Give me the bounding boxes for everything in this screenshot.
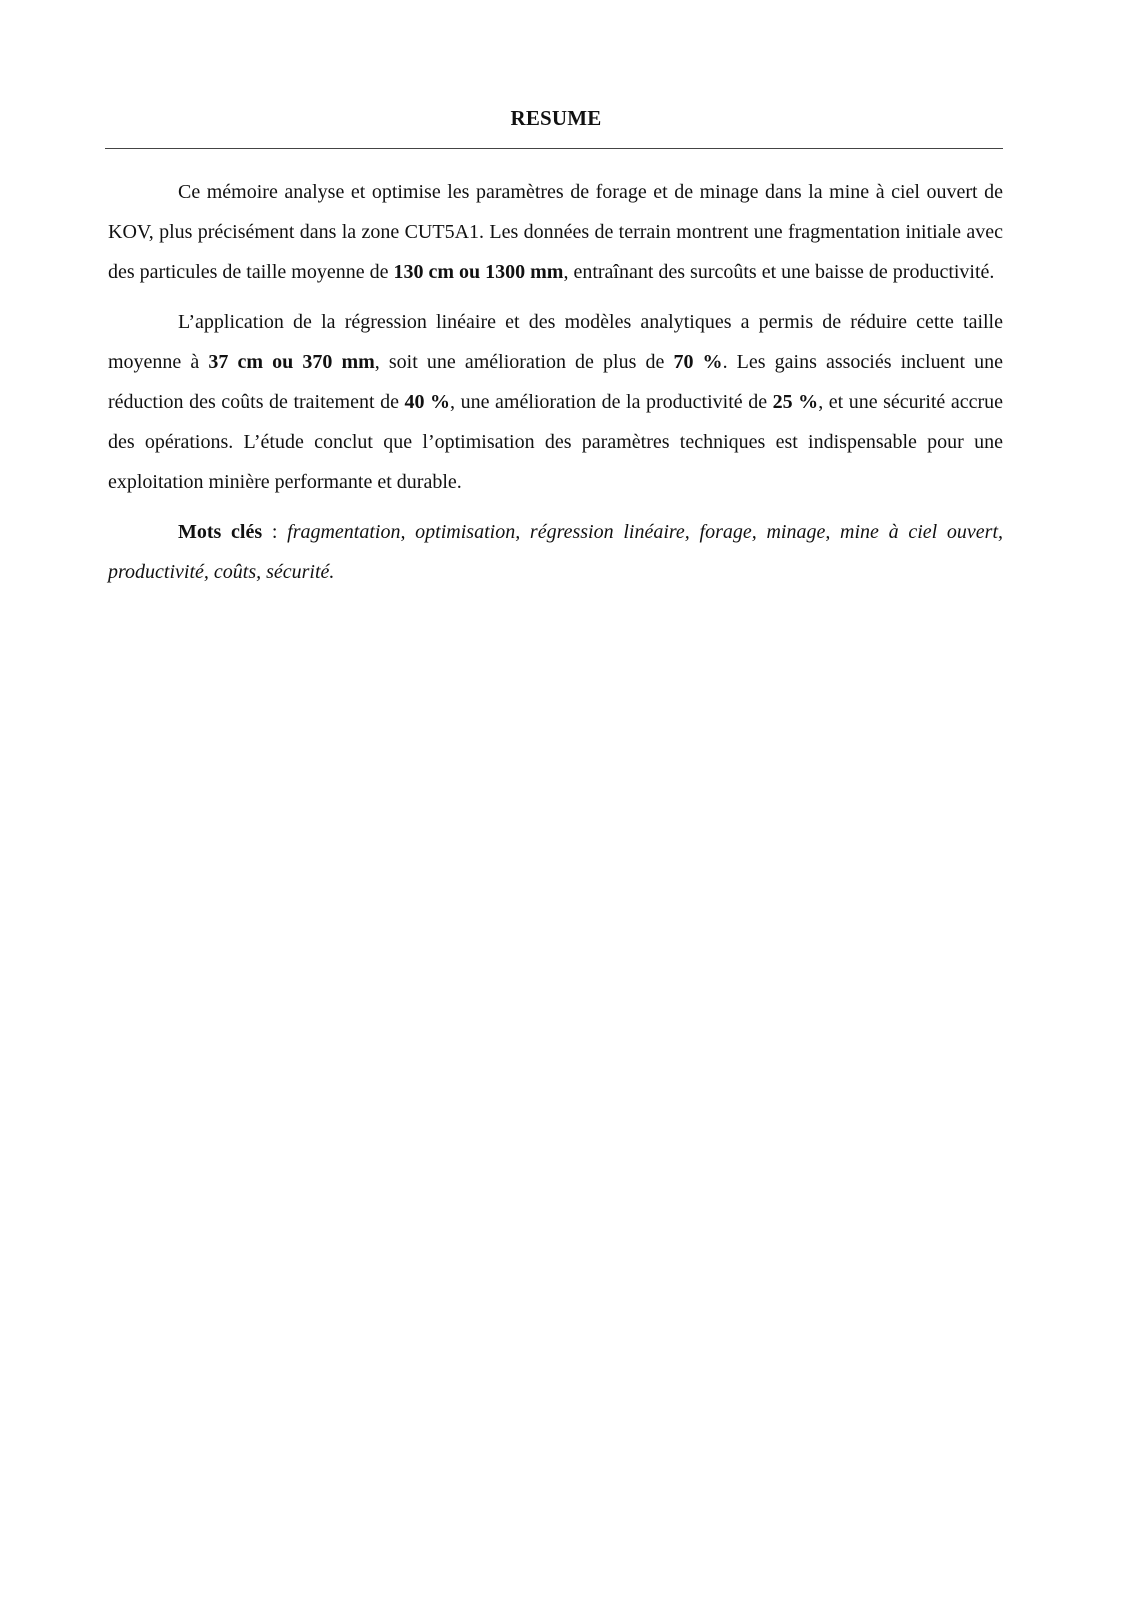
paragraph-2-bold-productivity: 25 % bbox=[772, 391, 819, 413]
paragraph-2-text-e: , et une sécurité accrue des opérations. L’étude conclut que l’optimisation des paramètres techniques est indispensable pour une exploitation minière performante et durable. bbox=[108, 391, 1004, 493]
paragraph-2-text-a: L’application de la régression linéaire et des modèles analytiques a permis de réduire cette taille moyenne à bbox=[108, 311, 1003, 373]
page-title: RESUME bbox=[510, 106, 602, 130]
title-divider bbox=[105, 148, 1003, 149]
keywords-label: Mots clés bbox=[178, 521, 263, 543]
paragraph-2-bold-improvement: 70 % bbox=[673, 351, 723, 373]
paragraph-2-bold-cost: 40 % bbox=[404, 391, 451, 413]
keywords-paragraph bbox=[108, 512, 1003, 592]
paragraph-1 bbox=[108, 172, 1003, 292]
paragraph-2-text-c: . Les gains associés incluent une réduction des coûts de traitement de bbox=[108, 351, 1004, 413]
paragraph-2-text-d: , une amélioration de la productivité de bbox=[450, 391, 773, 413]
paragraph-2-bold-size: 37 cm ou 370 mm bbox=[208, 351, 375, 373]
paragraph-2-text-b: , soit une amélioration de plus de bbox=[374, 351, 674, 373]
keywords-terms: fragmentation, optimisation, régression linéaire, forage, minage, mine à ciel ouvert, productivité, coûts, sécurité. bbox=[108, 521, 1004, 583]
paragraph-2 bbox=[108, 302, 1003, 502]
abstract-body bbox=[108, 172, 1003, 602]
paragraph-1-text-b: , entraînant des surcoûts et une baisse de productivité. bbox=[563, 261, 995, 283]
keywords-separator: : bbox=[262, 521, 288, 543]
paragraph-1-text-a: Ce mémoire analyse et optimise les paramètres de forage et de minage dans la mine à ciel ouvert de KOV, plus précisément dans la zone CUT5A1. Les données de terrain montrent une fragmentation initiale avec des particules de taille moyenne de bbox=[108, 181, 1003, 283]
paragraph-1-bold-size: 130 cm ou 1300 mm bbox=[393, 261, 564, 283]
